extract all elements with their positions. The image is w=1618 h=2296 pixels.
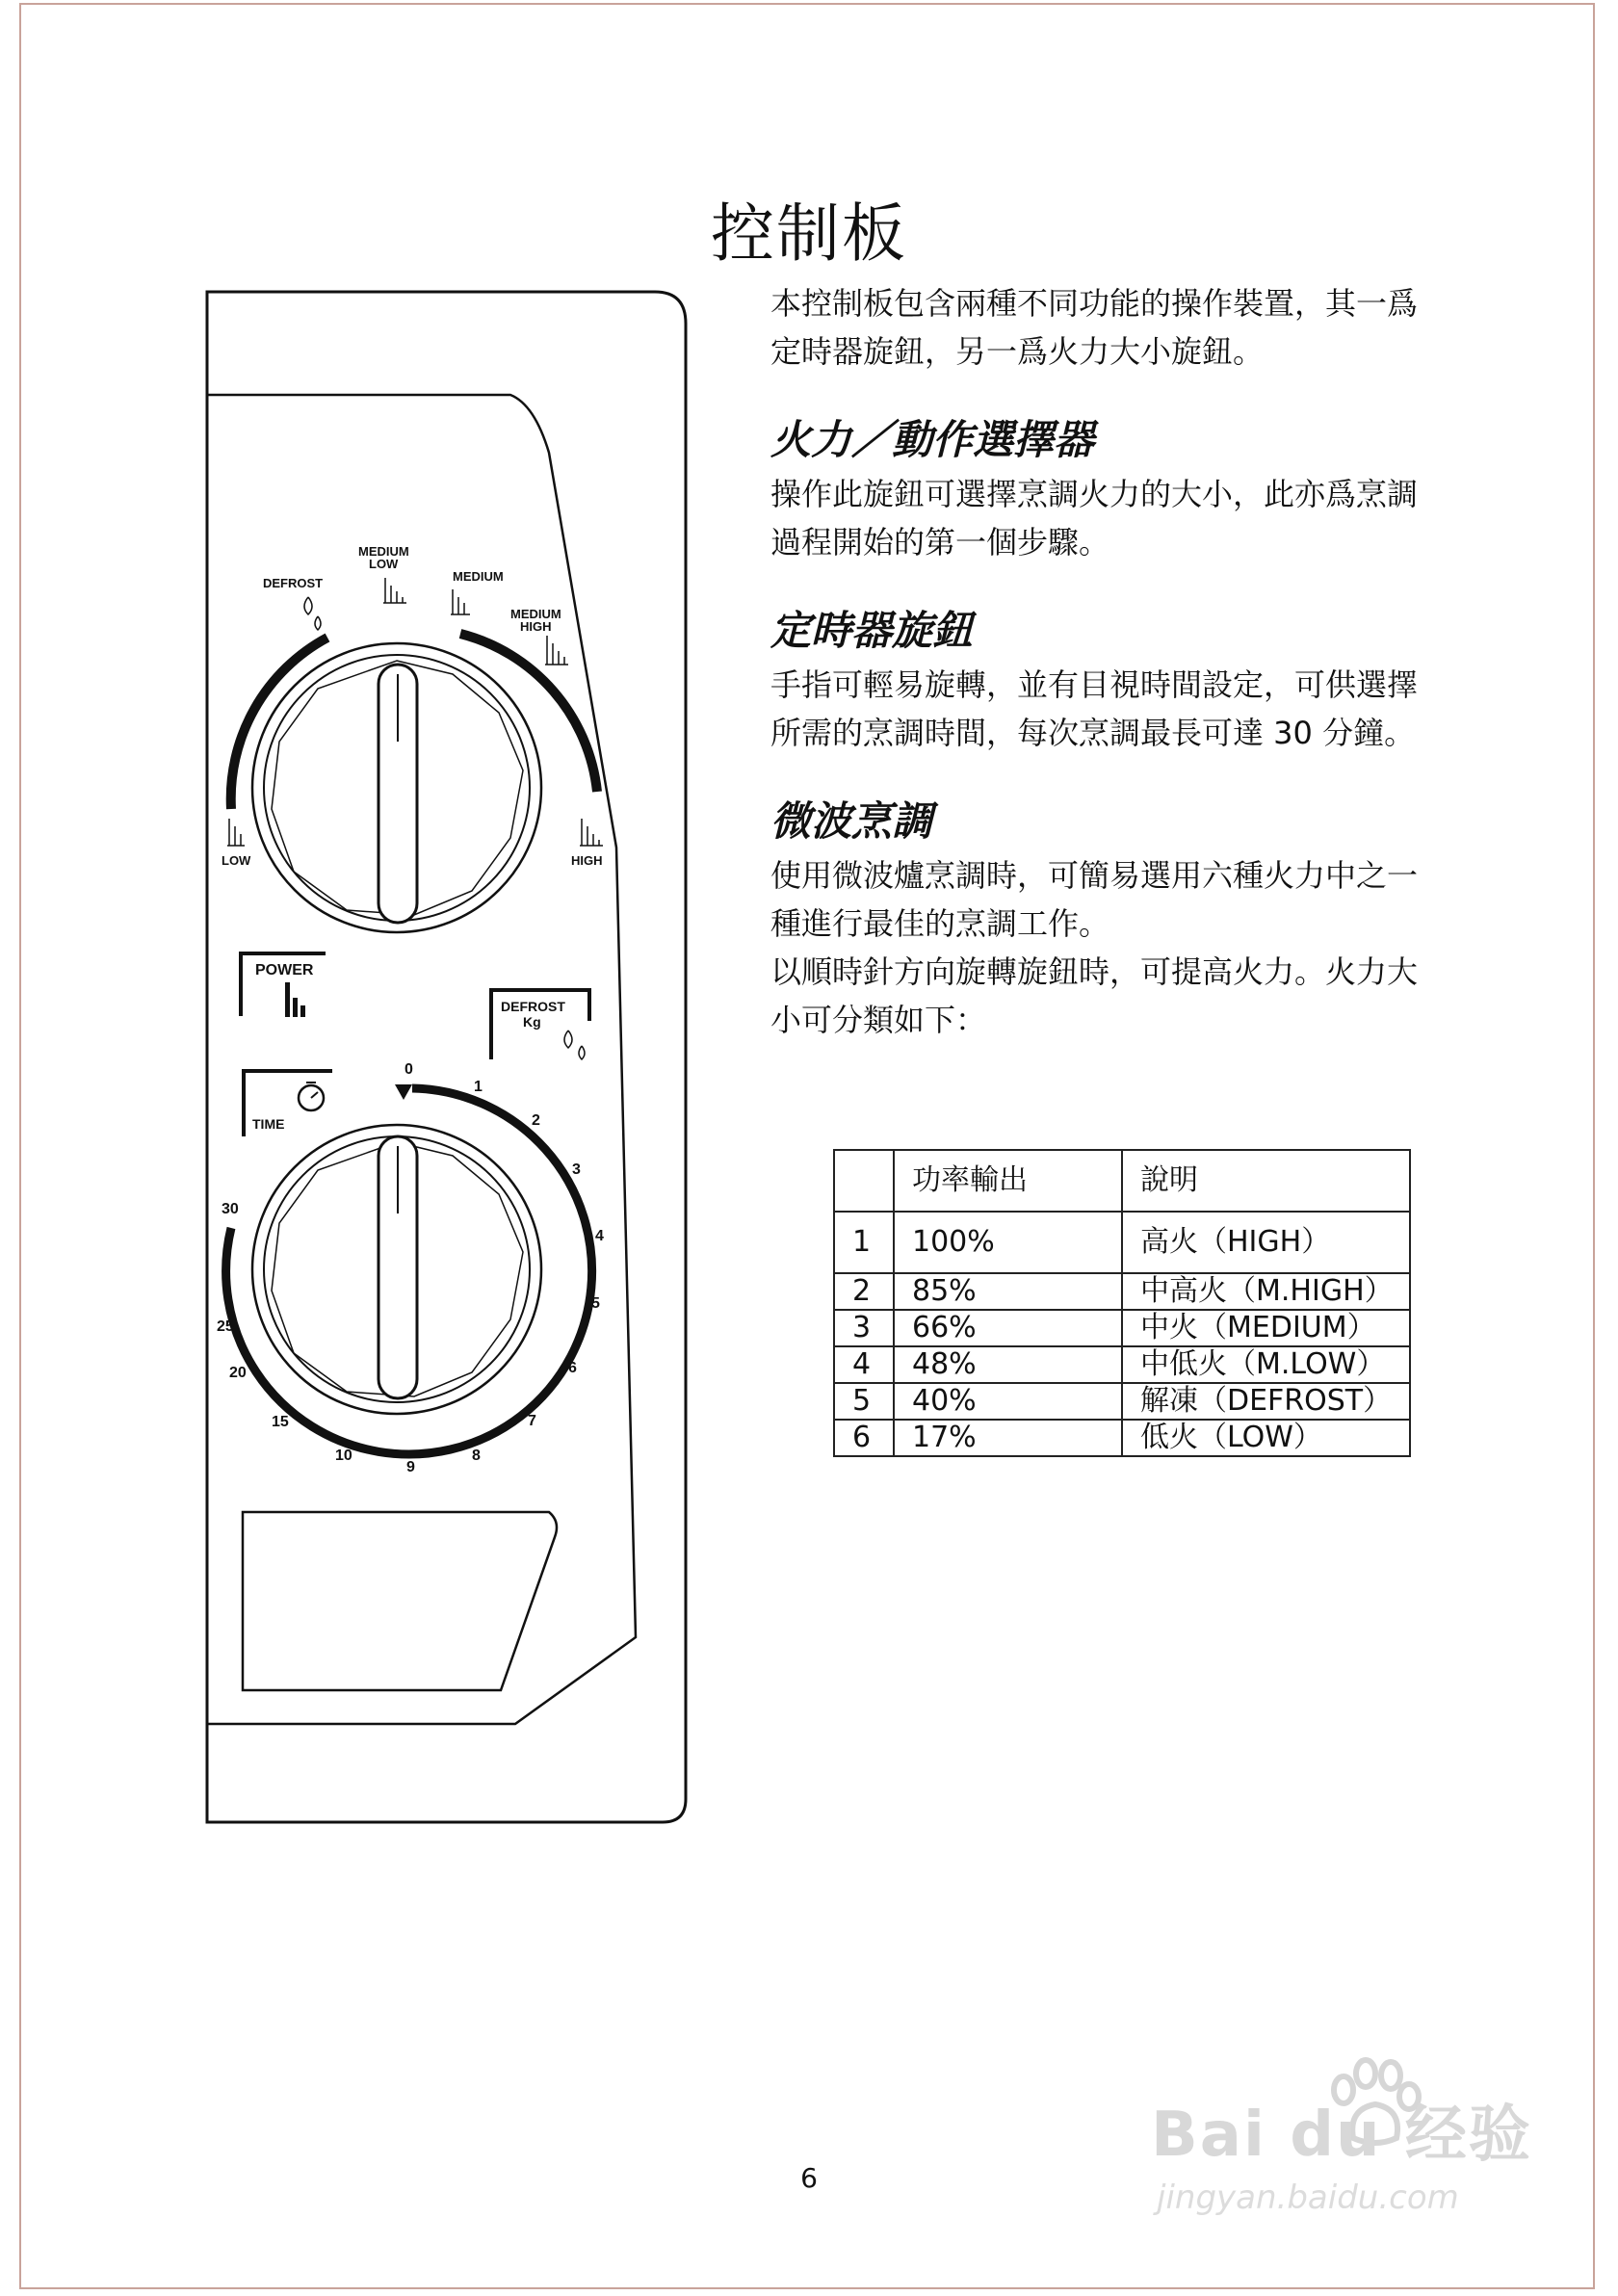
table-cell: 5: [834, 1383, 894, 1420]
timer-num-20: 20: [229, 1365, 247, 1381]
table-row: [834, 1310, 1410, 1346]
table-cell: 40%: [894, 1383, 1122, 1420]
microwave-line-1: 使用微波爐烹調時，可簡易選用六種火力中之一: [770, 857, 1419, 894]
timer-num-4: 4: [595, 1228, 604, 1244]
timer-num-2: 2: [532, 1112, 540, 1129]
text-column: [770, 279, 1474, 1044]
table-row: [834, 1383, 1410, 1420]
power-arc-left: [231, 638, 327, 809]
label-medium: MEDIUM: [453, 569, 504, 584]
label-low: LOW: [222, 853, 251, 868]
label-defrost: DEFROST: [263, 576, 324, 590]
timer-num-15: 15: [272, 1414, 289, 1430]
control-panel-illustration: [197, 284, 698, 1835]
table-header-cell: 說明: [1122, 1150, 1410, 1212]
table-cell: 解凍（DEFROST）: [1122, 1383, 1410, 1420]
table-cell: 3: [834, 1310, 894, 1346]
table-header-cell: [834, 1150, 894, 1212]
table-cell: 100%: [894, 1212, 1122, 1273]
watermark-url: jingyan.baidu.com: [1157, 2179, 1459, 2217]
table-cell: 高火（HIGH）: [1122, 1212, 1410, 1273]
timer-num-30: 30: [222, 1201, 239, 1217]
table-header-cell: 功率輸出: [894, 1150, 1122, 1212]
timer-num-25: 25: [217, 1318, 234, 1335]
page-title: 控制板: [711, 196, 907, 272]
label-high: HIGH: [571, 853, 603, 868]
timer-knob-line-2: 所需的烹調時間，每次烹調最長可達 30 分鐘。: [770, 715, 1416, 751]
timer-num-8: 8: [472, 1448, 481, 1464]
table-cell: 中高火（M.HIGH）: [1122, 1273, 1410, 1310]
table-cell: 低火（LOW）: [1122, 1420, 1410, 1456]
timer-num-10: 10: [335, 1448, 352, 1464]
table-row: [834, 1273, 1410, 1310]
table-cell: 中火（MEDIUM）: [1122, 1310, 1410, 1346]
table-cell: 66%: [894, 1310, 1122, 1346]
table-row: [834, 1420, 1410, 1456]
timer-num-7: 7: [528, 1413, 536, 1429]
power-level-table: [833, 1149, 1411, 1457]
timer-num-3: 3: [572, 1161, 581, 1178]
time-badge: TIME: [252, 1116, 285, 1132]
table-cell: 6: [834, 1420, 894, 1456]
defrost-badge-2: Kg: [523, 1014, 541, 1030]
timer-num-9: 9: [406, 1459, 415, 1475]
timer-num-6: 6: [568, 1360, 577, 1376]
heading-timer-knob: 定時器旋鈕: [770, 607, 974, 654]
table-cell: 85%: [894, 1273, 1122, 1310]
timer-num-0: 0: [404, 1061, 413, 1078]
intro-line-1: 本控制板包含兩種不同功能的操作裝置，其一爲: [770, 285, 1419, 322]
timer-num-1: 1: [474, 1079, 483, 1095]
heading-power-selector: 火力／動作選擇器: [770, 416, 1095, 463]
heading-microwave-cooking: 微波烹調: [770, 797, 933, 845]
power-selector-line-1: 操作此旋鈕可選擇烹調火力的大小，此亦爲烹調: [770, 476, 1419, 512]
table-cell: 48%: [894, 1346, 1122, 1383]
watermark-logo: Bai du 经验: [1151, 2100, 1532, 2171]
table-row: [834, 1346, 1410, 1383]
table-cell: 中低火（M.LOW）: [1122, 1346, 1410, 1383]
table-cell: 4: [834, 1346, 894, 1383]
baidu-watermark: [1151, 2051, 1536, 2244]
table-header-row: [834, 1150, 1410, 1212]
table-cell: 2: [834, 1273, 894, 1310]
label-medium-high-2: HIGH: [520, 619, 552, 634]
table-cell: 1: [834, 1212, 894, 1273]
label-medium-high-1: MEDIUM: [510, 607, 561, 621]
timer-knob-line-1: 手指可輕易旋轉，並有目視時間設定，可供選擇: [770, 666, 1419, 703]
microwave-line-3: 以順時針方向旋轉旋鈕時，可提高火力。火力大: [770, 953, 1419, 990]
table-cell: 17%: [894, 1420, 1122, 1456]
page-number: 6: [800, 2162, 818, 2194]
power-badge: POWER: [255, 962, 314, 978]
timer-num-5: 5: [591, 1295, 600, 1312]
power-selector-line-2: 過程開始的第一個步驟。: [770, 524, 1110, 561]
microwave-line-4: 小可分類如下：: [770, 1002, 987, 1038]
label-medium-low-2: LOW: [369, 557, 399, 571]
microwave-line-2: 種進行最佳的烹調工作。: [770, 905, 1110, 942]
label-medium-low-1: MEDIUM: [358, 544, 409, 559]
intro-line-2: 定時器旋鈕，另一爲火力大小旋鈕。: [770, 333, 1265, 370]
defrost-badge-1: DEFROST: [501, 999, 565, 1014]
table-row: [834, 1212, 1410, 1273]
